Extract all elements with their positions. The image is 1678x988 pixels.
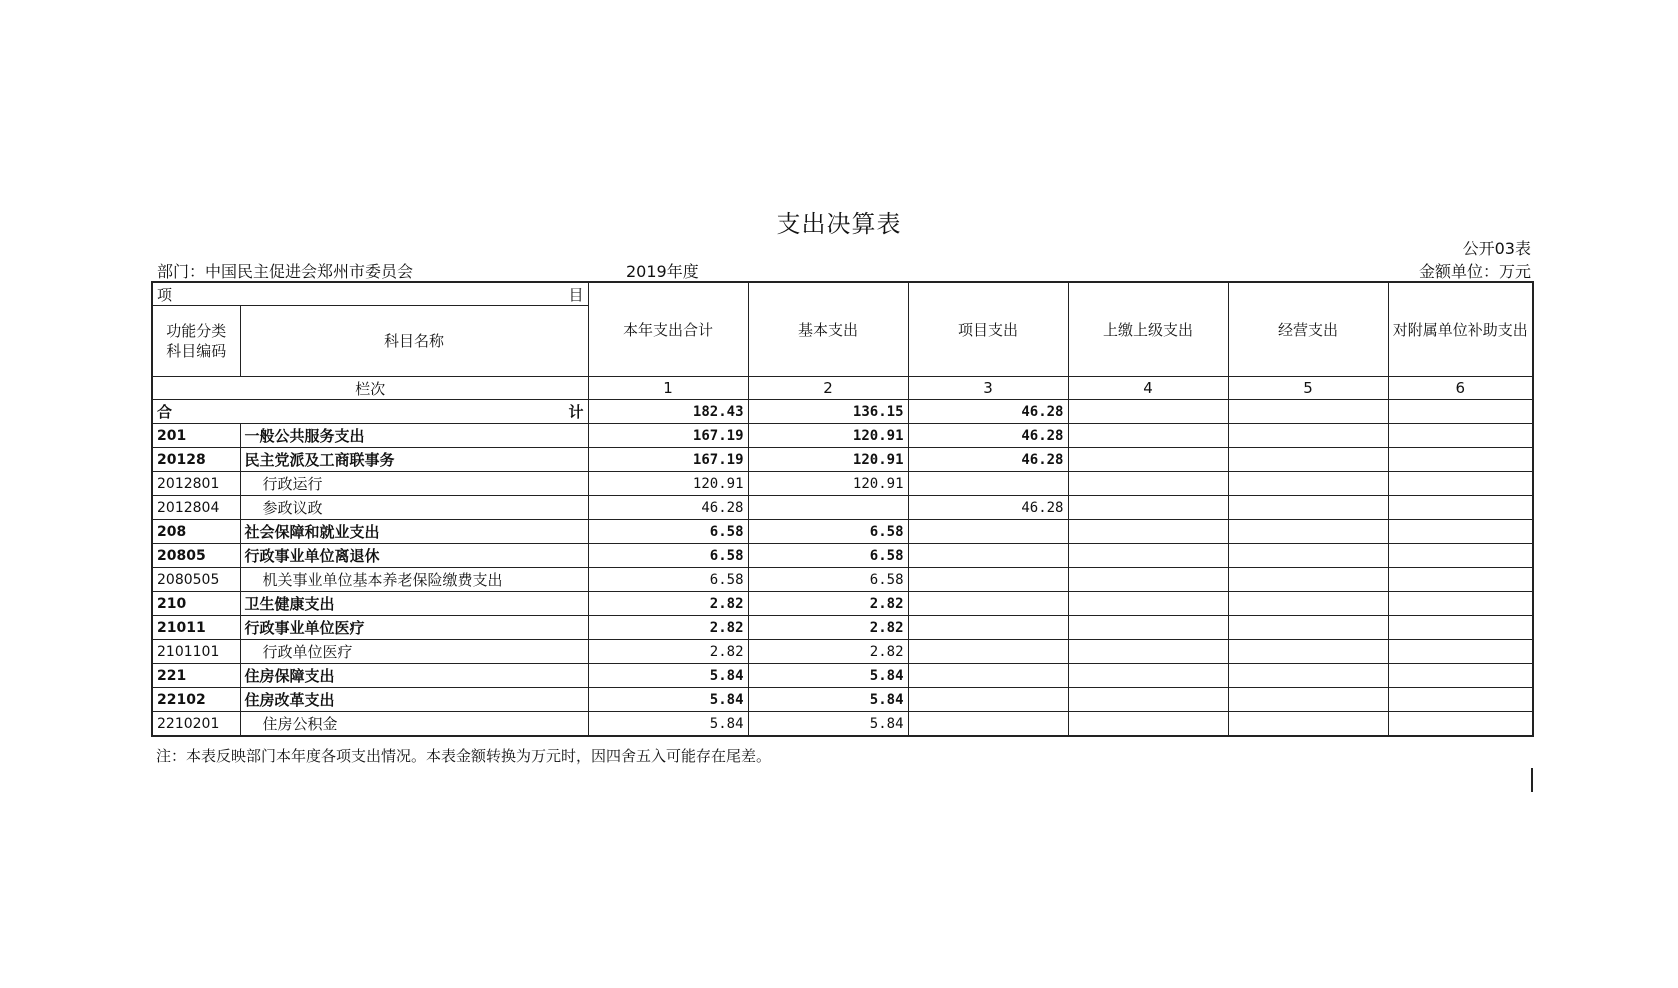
amount-cell-6 [1388, 520, 1533, 544]
edge-line [1531, 768, 1533, 792]
amount-cell-2: 2.82 [748, 616, 908, 640]
amount-cell-5 [1228, 664, 1388, 688]
col-number-4: 4 [1068, 377, 1228, 400]
amount-cell-2: 6.58 [748, 520, 908, 544]
subject-name: 住房公积金 [240, 712, 588, 737]
col-header-5: 经营支出 [1228, 282, 1388, 377]
item-header-left: 项 [157, 285, 173, 304]
amount-cell-1: 5.84 [588, 688, 748, 712]
amount-cell-4 [1068, 664, 1228, 688]
amount-cell-3: 46.28 [908, 448, 1068, 472]
amount-cell-5 [1228, 496, 1388, 520]
amount-cell-5 [1228, 544, 1388, 568]
amount-cell-2: 2.82 [748, 640, 908, 664]
amount-cell-6 [1388, 544, 1533, 568]
amount-cell-3 [908, 640, 1068, 664]
amount-cell-1: 2.82 [588, 640, 748, 664]
subject-name: 行政单位医疗 [240, 640, 588, 664]
amount-cell-5 [1228, 640, 1388, 664]
col-header-6: 对附属单位补助支出 [1388, 282, 1533, 377]
amount-cell-4 [1068, 616, 1228, 640]
row-number-label: 栏次 [152, 377, 588, 400]
amount-cell-3 [908, 688, 1068, 712]
amount-cell-6 [1388, 712, 1533, 737]
report-meta [151, 259, 1531, 279]
subject-code: 2012804 [152, 496, 240, 520]
amount-cell-5 [1228, 424, 1388, 448]
subject-code: 208 [152, 520, 240, 544]
subject-name: 参政议政 [240, 496, 588, 520]
amount-cell-6 [1388, 640, 1533, 664]
amount-cell-6 [1388, 472, 1533, 496]
table-row [152, 448, 1533, 472]
col-number-2: 2 [748, 377, 908, 400]
table-row [152, 616, 1533, 640]
col-header-3: 项目支出 [908, 282, 1068, 377]
total-label-left: 合 [157, 403, 173, 421]
total-value-3: 46.28 [908, 400, 1068, 424]
subject-name: 一般公共服务支出 [240, 424, 588, 448]
amount-cell-6 [1388, 688, 1533, 712]
col-header-1: 本年支出合计 [588, 282, 748, 377]
subject-code: 2210201 [152, 712, 240, 737]
amount-cell-3 [908, 712, 1068, 737]
amount-cell-5 [1228, 520, 1388, 544]
code-col-header: 功能分类 科目编码 [152, 306, 240, 377]
amount-cell-1: 167.19 [588, 448, 748, 472]
amount-cell-5 [1228, 712, 1388, 737]
amount-cell-1: 2.82 [588, 616, 748, 640]
amount-cell-5 [1228, 472, 1388, 496]
col-number-5: 5 [1228, 377, 1388, 400]
col-header-4: 上缴上级支出 [1068, 282, 1228, 377]
amount-cell-3 [908, 616, 1068, 640]
amount-cell-1: 46.28 [588, 496, 748, 520]
total-value-2: 136.15 [748, 400, 908, 424]
table-row [152, 712, 1533, 737]
amount-cell-4 [1068, 640, 1228, 664]
fiscal-year: 2019年度 [626, 262, 699, 281]
amount-cell-6 [1388, 568, 1533, 592]
subject-name: 行政事业单位医疗 [240, 616, 588, 640]
subject-name: 行政运行 [240, 472, 588, 496]
amount-cell-3 [908, 520, 1068, 544]
amount-cell-6 [1388, 616, 1533, 640]
subject-name: 民主党派及工商联事务 [240, 448, 588, 472]
amount-cell-2: 5.84 [748, 688, 908, 712]
amount-cell-6 [1388, 448, 1533, 472]
amount-cell-4 [1068, 568, 1228, 592]
table-row [152, 664, 1533, 688]
amount-cell-1: 5.84 [588, 664, 748, 688]
subject-code: 22102 [152, 688, 240, 712]
amount-cell-1: 6.58 [588, 568, 748, 592]
table-row [152, 520, 1533, 544]
amount-cell-4 [1068, 592, 1228, 616]
subject-code: 21011 [152, 616, 240, 640]
amount-cell-6 [1388, 664, 1533, 688]
amount-cell-1: 120.91 [588, 472, 748, 496]
item-header [152, 282, 588, 306]
amount-cell-3 [908, 664, 1068, 688]
col-header-2: 基本支出 [748, 282, 908, 377]
amount-cell-3 [908, 592, 1068, 616]
amount-cell-2: 120.91 [748, 472, 908, 496]
amount-cell-5 [1228, 616, 1388, 640]
amount-unit: 金额单位：万元 [1418, 262, 1531, 281]
item-header-right: 目 [568, 285, 584, 304]
subject-code: 201 [152, 424, 240, 448]
amount-cell-4 [1068, 448, 1228, 472]
total-value-1: 182.43 [588, 400, 748, 424]
table-row [152, 424, 1533, 448]
amount-cell-2: 5.84 [748, 712, 908, 737]
table-row [152, 640, 1533, 664]
amount-cell-4 [1068, 688, 1228, 712]
amount-cell-2: 120.91 [748, 448, 908, 472]
amount-cell-3 [908, 472, 1068, 496]
subject-code: 221 [152, 664, 240, 688]
amount-cell-2: 5.84 [748, 664, 908, 688]
table-row [152, 592, 1533, 616]
subject-name: 住房保障支出 [240, 664, 588, 688]
amount-cell-6 [1388, 496, 1533, 520]
amount-cell-3: 46.28 [908, 424, 1068, 448]
amount-cell-4 [1068, 544, 1228, 568]
subject-name: 机关事业单位基本养老保险缴费支出 [240, 568, 588, 592]
amount-cell-6 [1388, 424, 1533, 448]
amount-cell-1: 5.84 [588, 712, 748, 737]
amount-cell-2: 120.91 [748, 424, 908, 448]
subject-code: 20805 [152, 544, 240, 568]
total-row [152, 400, 1533, 424]
subject-name: 社会保障和就业支出 [240, 520, 588, 544]
table-row [152, 544, 1533, 568]
subject-code: 2012801 [152, 472, 240, 496]
amount-cell-2: 2.82 [748, 592, 908, 616]
total-value-5 [1228, 400, 1388, 424]
amount-cell-1: 2.82 [588, 592, 748, 616]
subject-code: 210 [152, 592, 240, 616]
report-title: 支出决算表 [776, 210, 902, 238]
subject-code: 20128 [152, 448, 240, 472]
table-row [152, 472, 1533, 496]
total-value-4 [1068, 400, 1228, 424]
name-col-header: 科目名称 [240, 306, 588, 377]
total-label [152, 400, 588, 424]
amount-cell-2 [748, 496, 908, 520]
amount-cell-2: 6.58 [748, 568, 908, 592]
col-number-3: 3 [908, 377, 1068, 400]
amount-cell-3 [908, 568, 1068, 592]
amount-cell-4 [1068, 712, 1228, 737]
amount-cell-6 [1388, 592, 1533, 616]
col-number-6: 6 [1388, 377, 1533, 400]
amount-cell-5 [1228, 448, 1388, 472]
footnote: 注：本表反映部门本年度各项支出情况。本表金额转换为万元时，因四舍五入可能存在尾差。 [156, 747, 772, 765]
amount-cell-1: 6.58 [588, 520, 748, 544]
amount-cell-1: 6.58 [588, 544, 748, 568]
amount-cell-5 [1228, 688, 1388, 712]
subject-code: 2101101 [152, 640, 240, 664]
department-label: 部门：中国民主促进会郑州市委员会 [157, 262, 414, 281]
table-row [152, 568, 1533, 592]
table-row [152, 688, 1533, 712]
amount-cell-3 [908, 544, 1068, 568]
amount-cell-1: 167.19 [588, 424, 748, 448]
subject-name: 行政事业单位离退休 [240, 544, 588, 568]
total-value-6 [1388, 400, 1533, 424]
amount-cell-4 [1068, 520, 1228, 544]
subject-code: 2080505 [152, 568, 240, 592]
table-row [152, 496, 1533, 520]
total-label-right: 计 [568, 403, 584, 421]
amount-cell-4 [1068, 472, 1228, 496]
col-number-1: 1 [588, 377, 748, 400]
expenditure-table [151, 281, 1534, 737]
amount-cell-5 [1228, 592, 1388, 616]
form-number: 公开03表 [1462, 239, 1531, 258]
amount-cell-4 [1068, 496, 1228, 520]
amount-cell-4 [1068, 424, 1228, 448]
amount-cell-2: 6.58 [748, 544, 908, 568]
amount-cell-5 [1228, 568, 1388, 592]
subject-name: 住房改革支出 [240, 688, 588, 712]
subject-name: 卫生健康支出 [240, 592, 588, 616]
amount-cell-3: 46.28 [908, 496, 1068, 520]
